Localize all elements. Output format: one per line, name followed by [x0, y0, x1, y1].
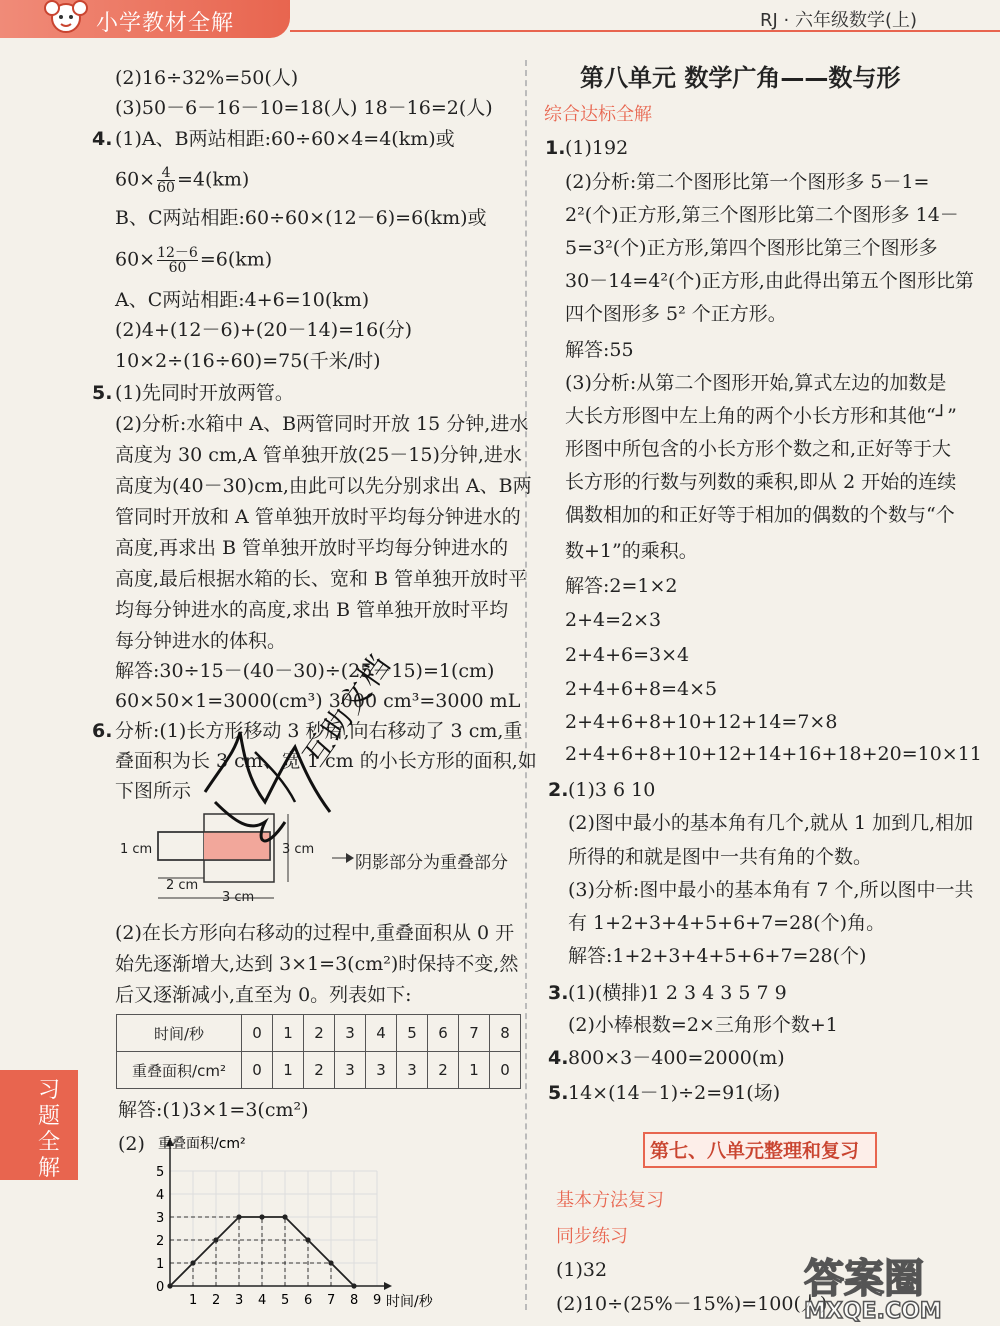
- text-line: 60×50×1=3000(cm³) 3000 cm³=3000 mL: [115, 690, 521, 712]
- data-point: [259, 1214, 264, 1219]
- table-cell: 3: [335, 1052, 366, 1089]
- text-line: 所得的和就是图中一共有角的个数。: [568, 846, 873, 868]
- text-line: 每分钟进水的体积。: [115, 630, 287, 652]
- text-line: (2)图中最小的基本角有几个,就从 1 加到几,相加: [568, 812, 974, 834]
- table-cell: 3: [366, 1052, 397, 1089]
- text-line: 5=3²(个)正方形,第四个图形比第三个图形多: [565, 237, 938, 259]
- table-cell: 8: [490, 1015, 521, 1052]
- text-fragment: =6(km): [199, 248, 273, 271]
- y-tick-label: 2: [156, 1234, 165, 1249]
- text-line: 后又逐渐减小,直至为 0。列表如下:: [115, 984, 412, 1006]
- data-point: [167, 1283, 172, 1288]
- text-fragment: =4(km): [176, 168, 250, 191]
- text-line: 解答:30÷15－(40－30)÷(25－15)=1(cm): [115, 660, 495, 682]
- table-cell: 0: [490, 1052, 521, 1089]
- text-line: 解答:55: [565, 339, 634, 361]
- text-line: (3)分析:图中最小的基本角有 7 个,所以图中一共: [568, 879, 974, 901]
- section-subtitle: 综合达标全解: [544, 104, 652, 125]
- table-cell: 1: [459, 1052, 490, 1089]
- text-line: (3)分析:从第二个图形开始,算式左边的加数是: [565, 372, 947, 394]
- table-row: [117, 1015, 521, 1052]
- data-point: [236, 1214, 241, 1219]
- question-number: 3.: [548, 982, 569, 1004]
- text-line: 解答:1+2+3+4+5+6+7=28(个): [568, 945, 867, 967]
- y-tick-label: 3: [156, 1211, 165, 1226]
- text-line: 10×2÷(16÷60)=75(千米/时): [115, 350, 381, 372]
- column-divider: [525, 60, 527, 1310]
- text-line: 始先逐渐增大,达到 3×1=3(cm²)时保持不变,然: [115, 953, 519, 975]
- handwriting-text: 互助文档: [296, 647, 399, 773]
- fraction: [157, 246, 198, 275]
- text-line: (2)分析:第二个图形比第一个图形多 5－1=: [565, 171, 930, 193]
- review-title: 第七、八单元整理和复习: [650, 1140, 860, 1162]
- text-line: (1)192: [565, 137, 629, 159]
- text-fragment: 60×: [115, 168, 156, 191]
- x-tick-label: 2: [212, 1293, 221, 1308]
- text-line: 长方形的行数与列数的乘积,即从 2 开始的连续: [565, 471, 957, 493]
- data-point: [328, 1260, 333, 1265]
- text-line: 解答:(1)3×1=3(cm²): [118, 1099, 309, 1121]
- x-tick-label: 5: [281, 1293, 290, 1308]
- text-line: 四个图形多 5² 个正方形。: [565, 303, 787, 325]
- dim-label: 3 cm: [222, 890, 255, 905]
- watermark-text: [804, 1258, 1000, 1324]
- text-line: (2)4+(12－6)+(20－14)=16(分): [115, 319, 413, 341]
- x-axis-arrow-icon: [384, 1282, 392, 1290]
- text-line: (3)50－6－16－10=18(人) 18－16=2(人): [115, 97, 493, 119]
- table-cell: 1: [273, 1052, 304, 1089]
- text-line: (2): [118, 1133, 145, 1155]
- text-line: 分析:(1)长方形移动 3 秒后,向右移动了 3 cm,重: [115, 720, 523, 742]
- x-tick-label: 8: [350, 1293, 359, 1308]
- text-line: 均每分钟进水的高度,求出 B 管单独开放时平均: [115, 599, 509, 621]
- text-line: 高度,最后根据水箱的长、宽和 B 管单独开放时平: [115, 568, 528, 590]
- x-tick-label: 1: [189, 1293, 198, 1308]
- book-label: RJ · 六年级数学(上): [760, 10, 918, 31]
- text-line: (1)3 6 10: [568, 779, 656, 801]
- text-fragment: 60×: [115, 248, 156, 271]
- fraction-line: [115, 246, 272, 275]
- data-point: [190, 1260, 195, 1265]
- text-line: B、C两站相距:60÷60×(12－6)=6(km)或: [115, 207, 487, 229]
- text-line: 偶数相加的和正好等于相加的偶数的个数与“个: [565, 504, 955, 526]
- question-number: 4.: [92, 128, 113, 150]
- text-line: (1)A、B两站相距:60÷60×4=4(km)或: [115, 128, 455, 150]
- question-number: 1.: [545, 137, 566, 159]
- figure-note: 阴影部分为重叠部分: [355, 853, 508, 873]
- text-line: 2²(个)正方形,第三个图形比第二个图形多 14－: [565, 204, 959, 226]
- question-number: 5.: [548, 1082, 569, 1104]
- text-line: 有 1+2+3+4+5+6+7=28(个)角。: [568, 912, 886, 934]
- x-tick-label: 4: [258, 1293, 267, 1308]
- text-line: 800×3－400=2000(m): [568, 1047, 785, 1069]
- x-tick-label: 3: [235, 1293, 244, 1308]
- table-row: [117, 1052, 521, 1089]
- text-line: (1)先同时开放两管。: [115, 382, 294, 404]
- text-line: 大长方形图中左上角的两个小长方形和其他“┘”: [565, 405, 957, 427]
- text-line: 管同时开放和 A 管单独开放时平均每分钟进水的: [115, 506, 521, 528]
- fraction-numerator: 12－6: [157, 245, 198, 261]
- y-tick-label: 5: [156, 1165, 165, 1180]
- table-cell: 3: [397, 1052, 428, 1089]
- dim-label: 1 cm: [120, 842, 153, 857]
- table-cell: 7: [459, 1015, 490, 1052]
- table-cell: 6: [428, 1015, 459, 1052]
- text-line: (2)16÷32%=50(人): [115, 67, 299, 89]
- text-line: (1)(横排)1 2 3 4 3 5 7 9: [568, 982, 787, 1004]
- question-number: 5.: [92, 382, 113, 404]
- section-subtitle: 基本方法复习: [556, 1190, 664, 1211]
- chart-xlabel: 时间/秒: [386, 1294, 433, 1310]
- chart-ylabel: 重叠面积/cm²: [158, 1136, 246, 1152]
- table-cell: 4: [366, 1015, 397, 1052]
- dim-label: 2 cm: [166, 878, 199, 893]
- table-header-cell: 时间/秒: [117, 1015, 242, 1052]
- text-line: 30－14=4²(个)正方形,由此得出第五个图形比第: [565, 270, 974, 292]
- question-number: 2.: [548, 779, 569, 801]
- fraction: [157, 166, 175, 195]
- watermark-logo: [804, 1258, 1000, 1326]
- data-point: [305, 1237, 310, 1242]
- text-line: 形图中所包含的小长方形个数之和,正好等于大: [565, 438, 952, 460]
- text-line: 2+4+6+8+10+12+14=7×8: [565, 711, 838, 733]
- text-line: (2)10÷(25%－15%)=100(人): [556, 1293, 828, 1315]
- watermark-line: MXQE.COM: [804, 1299, 942, 1324]
- table-header-cell: 重叠面积/cm²: [117, 1052, 242, 1089]
- chart-grid: [170, 1171, 377, 1286]
- fraction-line: [115, 166, 249, 195]
- dim-label: 3 cm: [282, 842, 315, 857]
- table-cell: 1: [273, 1015, 304, 1052]
- text-line: 2+4+6=3×4: [565, 644, 690, 666]
- data-point: [282, 1214, 287, 1219]
- table-cell: 5: [397, 1015, 428, 1052]
- table-cell: 2: [304, 1052, 335, 1089]
- fraction-denominator: 60: [157, 180, 175, 196]
- x-tick-label: 9: [373, 1293, 382, 1308]
- text-line: 下图所示: [115, 780, 192, 802]
- data-point: [351, 1283, 356, 1288]
- text-line: A、C两站相距:4+6=10(km): [115, 289, 370, 311]
- y-tick-label: 0: [156, 1280, 165, 1295]
- table-cell: 2: [428, 1052, 459, 1089]
- text-line: 2+4+6+8+10+12+14+16+18+20=10×11: [565, 743, 982, 765]
- unit-title: 第八单元 数学广角——数与形: [580, 64, 901, 92]
- text-line: (2)小棒根数=2×三角形个数+1: [568, 1014, 838, 1036]
- table-cell: 0: [242, 1015, 273, 1052]
- brand-title: 小学教材全解: [96, 11, 235, 36]
- y-tick-label: 1: [156, 1257, 165, 1272]
- x-tick-label: 6: [304, 1293, 313, 1308]
- data-table: [116, 1014, 521, 1089]
- text-line: 14×(14－1)÷2=91(场): [568, 1082, 781, 1104]
- text-line: 解答:2=1×2: [565, 575, 678, 597]
- line-chart: [140, 1130, 460, 1320]
- side-tab-label: 习题全解: [38, 1078, 61, 1181]
- section-subtitle: 同步练习: [556, 1226, 628, 1247]
- fraction-denominator: 60: [157, 260, 198, 275]
- mascot-icon: [40, 0, 92, 36]
- question-number: 6.: [92, 720, 113, 742]
- text-line: (2)分析:水箱中 A、B两管同时开放 15 分钟,进水: [115, 413, 529, 435]
- text-line: (2)在长方形向右移动的过程中,重叠面积从 0 开: [115, 922, 515, 944]
- question-number: 4.: [548, 1047, 569, 1069]
- text-line: 高度为(40－30)cm,由此可以先分别求出 A、B两: [115, 475, 532, 497]
- table-cell: 3: [335, 1015, 366, 1052]
- fraction-numerator: 4: [161, 165, 171, 181]
- text-line: 高度,再求出 B 管单独开放时平均每分钟进水的: [115, 537, 509, 559]
- text-line: 高度为 30 cm,A 管单独开放(25－15)分钟,进水: [115, 444, 522, 466]
- text-line: 2+4=2×3: [565, 609, 662, 631]
- text-line: 数+1”的乘积。: [565, 540, 698, 562]
- text-line: 叠面积为长 3 cm、宽 1 cm 的小长方形的面积,如: [115, 750, 537, 772]
- watermark-line: 答案圈: [804, 1256, 924, 1302]
- data-point: [213, 1237, 218, 1242]
- text-line: 2+4+6+8=4×5: [565, 678, 718, 700]
- table-cell: 0: [242, 1052, 273, 1089]
- x-tick-label: 7: [327, 1293, 336, 1308]
- table-cell: 2: [304, 1015, 335, 1052]
- y-tick-label: 4: [156, 1188, 165, 1203]
- text-line: (1)32: [556, 1259, 608, 1281]
